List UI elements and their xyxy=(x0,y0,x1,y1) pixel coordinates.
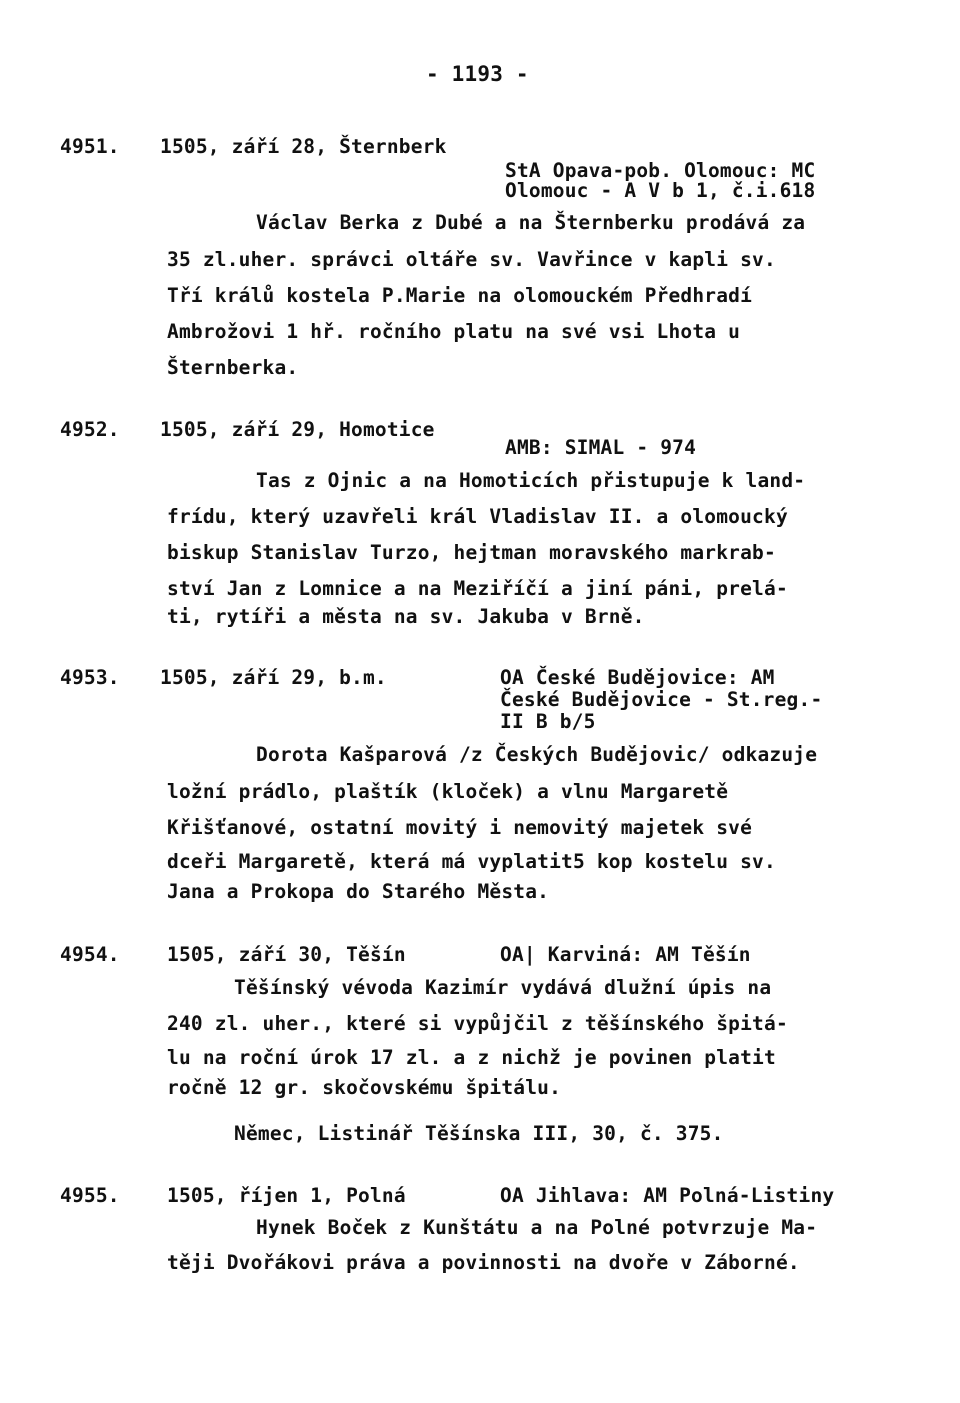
entry-text-line: Tas z Ojnic a na Homoticích přistupuje k land- xyxy=(256,469,806,492)
entry-source-line: II B b/5 xyxy=(500,710,596,733)
entry-date-place: 1505, září 29, b.m. xyxy=(160,666,387,689)
entry-text-line: biskup Stanislav Turzo, hejtman moravského markrab- xyxy=(167,541,776,564)
entry-date-place: 1505, září 29, Homotice xyxy=(160,418,435,441)
entry-text-line: lu na roční úrok 17 zl. a z nichž je povinen platit xyxy=(167,1046,776,1069)
entry-number: 4955. xyxy=(60,1184,120,1207)
entry-text-line: Křišťanové, ostatní movitý i nemovitý majetek své xyxy=(167,816,753,839)
entry-source-line: Olomouc - A V b 1, č.i.618 xyxy=(505,179,816,202)
entry-date-place: 1505, září 30, Těšín xyxy=(167,943,406,966)
entry-text-line: ství Jan z Lomnice a na Meziříčí a jiní páni, prelá- xyxy=(167,577,788,600)
entry-number: 4954. xyxy=(60,943,120,966)
entry-date-place: 1505, září 28, Šternberk xyxy=(160,135,447,158)
entry-text-line: Dorota Kašparová /z Českých Budějovic/ odkazuje xyxy=(256,743,818,766)
entry-text-line: dceři Margaretě, která má vyplatit5 kop kostelu sv. xyxy=(167,850,776,873)
entry-number: 4951. xyxy=(60,135,120,158)
entry-text-line: těji Dvořákovi práva a povinnosti na dvoře v Záborné. xyxy=(167,1251,800,1274)
entry-text-line: Tří králů kostela P.Marie na olomouckém Předhradí xyxy=(167,284,753,307)
entry-source-line: OA České Budějovice: AM xyxy=(500,666,775,689)
entry-text-line: 35 zl.uher. správci oltáře sv. Vavřince v kapli sv. xyxy=(167,248,776,271)
entry-text-line: ložní prádlo, plaštík (kloček) a vlnu Margaretě xyxy=(167,780,729,803)
entry-text-line: Šternberka. xyxy=(167,356,299,379)
entry-source-line: OA| Karviná: AM Těšín xyxy=(500,943,751,966)
entry-text-line: Václav Berka z Dubé a na Šternberku prodává za xyxy=(256,211,806,234)
page-number: - 1193 - xyxy=(426,62,529,86)
entry-text-line: Těšínský vévoda Kazimír vydává dlužní úpis na xyxy=(234,976,772,999)
entry-source-line: OA Jihlava: AM Polná-Listiny xyxy=(500,1184,835,1207)
entry-number: 4953. xyxy=(60,666,120,689)
entry-source-line: České Budějovice - St.reg.- xyxy=(500,688,823,711)
entry-text-line: ročně 12 gr. skočovskému špitálu. xyxy=(167,1076,562,1099)
entry-text-line: ti, rytíři a města na sv. Jakuba v Brně. xyxy=(167,605,645,628)
entry-text-line: 240 zl. uher., které si vypůjčil z těšínského špitá- xyxy=(167,1012,788,1035)
entry-text-line: Hynek Boček z Kunštátu a na Polné potvrzuje Ma- xyxy=(256,1216,818,1239)
entry-text-line: Jana a Prokopa do Starého Města. xyxy=(167,880,550,903)
entry-source-line: AMB: SIMAL - 974 xyxy=(505,436,697,459)
entry-text-line: Ambrožovi 1 hř. ročního platu na své vsi Lhota u xyxy=(167,320,741,343)
entry-number: 4952. xyxy=(60,418,120,441)
entry-date-place: 1505, říjen 1, Polná xyxy=(167,1184,406,1207)
entry-text-line: frídu, který uzavřeli král Vladislav II. a olomoucký xyxy=(167,505,788,528)
entry-literature: Němec, Listinář Těšínska III, 30, č. 375. xyxy=(234,1122,724,1145)
entry-source-line: StA Opava-pob. Olomouc: MC xyxy=(505,159,816,182)
